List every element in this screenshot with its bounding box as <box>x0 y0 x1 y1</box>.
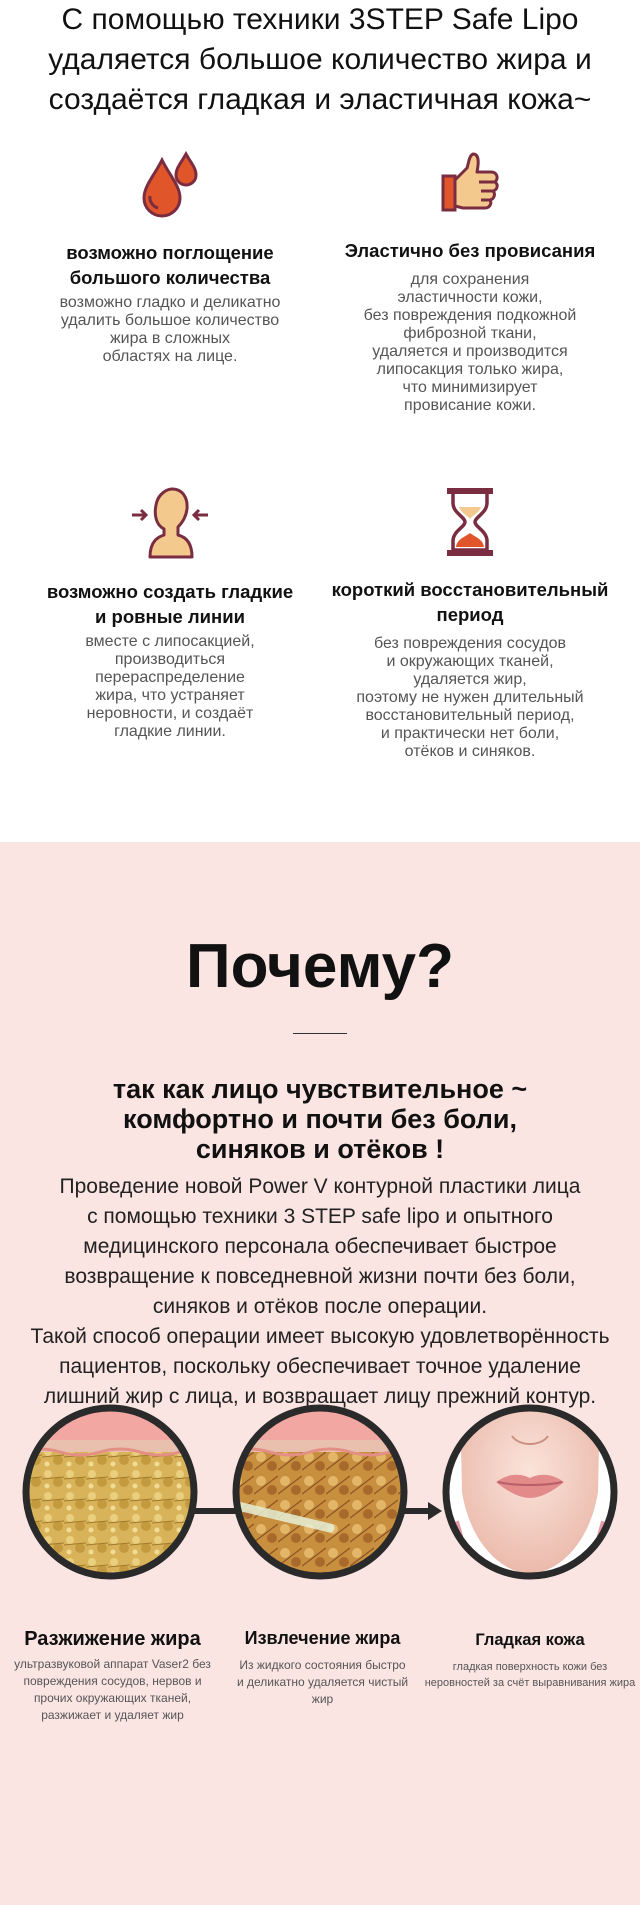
feature-title: короткий восстановительный период <box>331 579 609 625</box>
feature-title: возможно создать гладкие и ровные линии <box>46 581 294 627</box>
why-section <box>0 842 640 1905</box>
step-smooth-skin <box>420 1629 640 1691</box>
feature-recovery <box>320 485 620 761</box>
feature-description: возможно гладко и деликатно удалить большое количество жира в сложных областях на лице. <box>59 294 281 365</box>
headline-line: удаляется большое количество жира и <box>48 43 592 76</box>
hourglass-icon <box>443 485 497 559</box>
page-headline <box>0 0 640 120</box>
step-title: Извлечение жира <box>244 1628 401 1648</box>
step-extraction <box>225 1625 420 1708</box>
procedure-steps-illustration <box>0 1402 640 1622</box>
divider <box>293 1033 347 1034</box>
feature-description: вместе с липосакцией, производиться перераспределение жира, что устраняет неровности, и создаёт гладкие линии. <box>85 633 255 740</box>
fat-liquefaction-image <box>20 1402 200 1582</box>
headline-line: создаётся гладкая и эластичная кожа~ <box>48 83 592 116</box>
oil-drops-icon <box>140 150 200 222</box>
smooth-skin-image <box>440 1402 620 1582</box>
step-title: Разжижение жира <box>24 1628 201 1650</box>
step-title: Гладкая кожа <box>475 1631 585 1649</box>
why-paragraph: Проведение новой Power V контурной пластики лица с помощью техники 3 STEP safe lipo и опытного медицинского персонала обеспечивает быстрое возвращение к повседневной жизни почти без боли, синяков и отёков после операции. Такой способ операции имеет высокую удовлетворённость пациентов, поскольку обеспечивает точное удаление лишний жир с лица, и возвращает лицу прежний контур. <box>30 1175 610 1408</box>
feature-title: возможно поглощение большого количества <box>66 242 274 288</box>
feature-smooth-lines <box>20 485 320 741</box>
features-section <box>0 0 640 842</box>
face-contour-icon <box>130 485 210 559</box>
step-description: Из жидкого состояния быстро и деликатно удаляется чистый жир <box>236 1658 409 1706</box>
step-liquefaction <box>0 1626 225 1724</box>
feature-elasticity <box>320 150 620 415</box>
feature-title: Эластично без провисания <box>344 240 596 261</box>
headline-line: С помощью техники 3STEP Safe Lipo <box>61 3 579 36</box>
step-description: гладкая поверхность кожи без неровностей за счёт выравнивания жира <box>424 1661 636 1689</box>
feature-absorption <box>20 150 320 366</box>
feature-description: без повреждения сосудов и окружающих тканей, удаляется жир, поэтому не нужен длительный восстановительный период, и практически нет боли, отёков и синяков. <box>356 635 584 760</box>
step-description: ультразвуковой аппарат Vaser2 без повреждения сосудов, нервов и прочих окружающих тканей, разжижает и удаляет жир <box>14 1657 211 1722</box>
fat-extraction-image <box>230 1402 410 1582</box>
why-title: Почему? <box>186 932 454 1001</box>
thumbs-up-icon <box>439 150 501 216</box>
why-subheading: так как лицо чувствительное ~ комфортно и почти без боли, синяков и отёков ! <box>112 1074 528 1164</box>
feature-description: для сохранения эластичности кожи, без повреждения подкожной фиброзной ткани, удаляется и производится липосакция только жира, что минимизирует провисание кожи. <box>363 271 577 414</box>
